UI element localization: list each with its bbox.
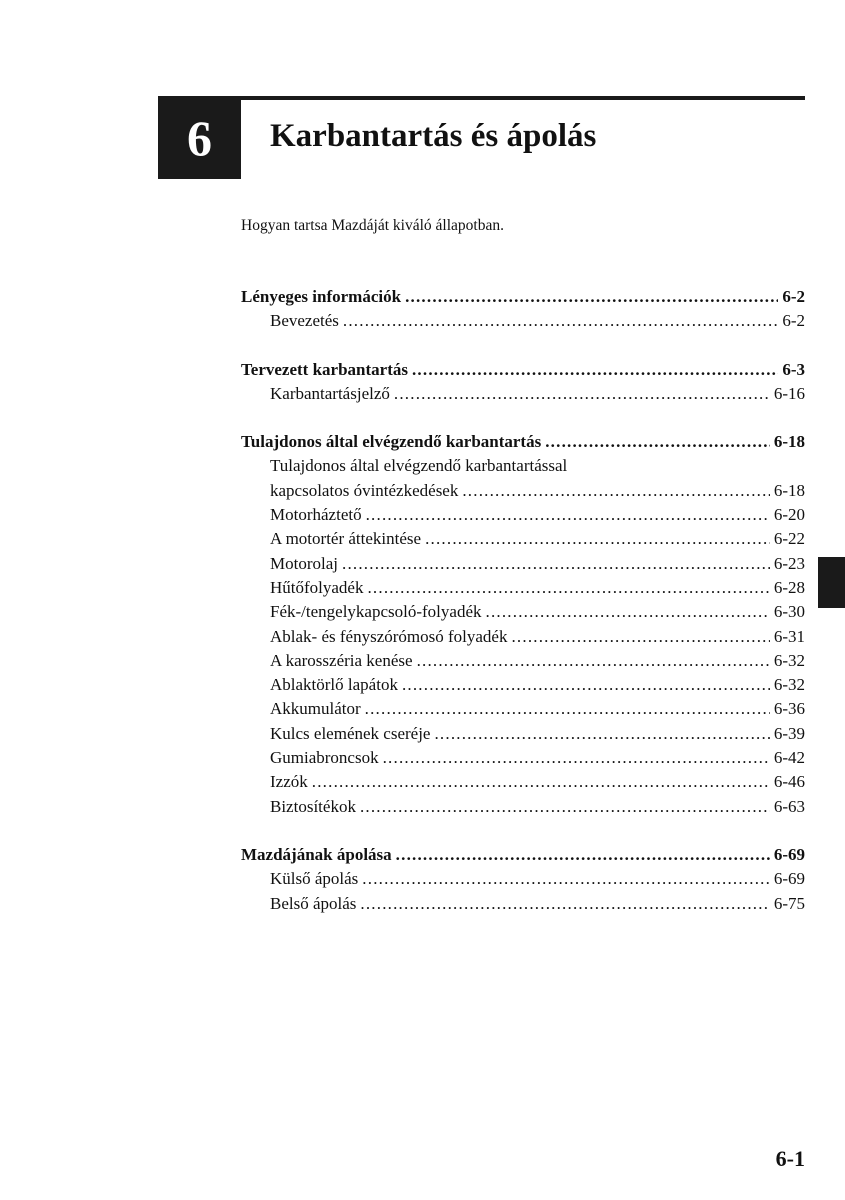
toc-section-heading[interactable] [241,358,805,382]
toc-entry[interactable] [241,867,805,891]
toc-entry[interactable] [241,527,805,551]
toc-entry[interactable] [241,722,805,746]
toc-entry-page: 6-22 [773,529,805,549]
toc-leader-dots [425,527,770,551]
toc-entry-label: Izzók [270,772,308,792]
toc-leader-dots [360,892,769,916]
toc-entry-page: 6-18 [773,480,805,500]
toc-entry-label: Motorháztető [270,505,362,525]
toc-entry-page: 6-2 [782,311,805,331]
toc-leader-dots [343,309,778,333]
toc-entry[interactable] [241,746,805,770]
toc-section-title: Lényeges információk [241,287,402,306]
toc-entry-label: Karbantartásjelző [270,383,390,403]
toc-entry-page: 6-31 [773,626,805,646]
toc-leader-dots [362,867,770,891]
toc-entry[interactable] [241,697,805,721]
toc-leader-dots [462,479,769,503]
toc-entry[interactable] [241,382,805,406]
toc-section-heading[interactable] [241,843,805,867]
toc-leader-dots [396,843,770,867]
table-of-contents [241,285,805,940]
toc-entry[interactable] [241,673,805,697]
toc-entry-page: 6-30 [773,602,805,622]
toc-section [241,358,805,407]
chapter-title: Karbantartás és ápolás [270,118,597,154]
toc-leader-dots [312,770,770,794]
toc-entry[interactable] [241,795,805,819]
toc-section [241,843,805,916]
chapter-number-box [158,96,241,179]
toc-entry[interactable] [241,576,805,600]
toc-entry-page: 6-46 [773,772,805,792]
chapter-number: 6 [187,109,212,166]
toc-entry[interactable] [241,625,805,649]
toc-leader-dots [360,795,770,819]
toc-entry-label: Motorolaj [270,553,338,573]
toc-entry-page: 6-20 [773,505,805,525]
toc-entry-label: Hűtőfolyadék [270,577,364,597]
toc-section-page: 6-18 [773,432,805,452]
toc-leader-dots [394,382,770,406]
toc-leader-dots [342,552,770,576]
toc-section-page: 6-2 [782,287,805,306]
toc-entry-page: 6-75 [773,893,805,913]
toc-leader-dots [412,358,778,382]
toc-entry-label: A karosszéria kenése [270,650,413,670]
toc-entry-page: 6-39 [773,723,805,743]
toc-entry-page: 6-16 [773,383,805,403]
toc-section [241,430,805,819]
toc-entry[interactable] [241,600,805,624]
toc-entry-label: Akkumulátor [270,699,361,719]
toc-entry[interactable] [241,552,805,576]
page-number: 6-1 [775,1146,805,1171]
toc-entry[interactable] [241,503,805,527]
toc-leader-dots [367,576,769,600]
toc-entry-page: 6-69 [773,869,805,889]
toc-entry-label: Külső ápolás [270,869,359,889]
toc-leader-dots [545,430,770,454]
toc-section-title: Tulajdonos által elvégzendő karbantartás [241,432,542,452]
toc-entry-page: 6-23 [773,553,805,573]
toc-leader-dots [511,625,769,649]
toc-entry-line[interactable] [241,454,805,478]
toc-entry[interactable] [241,892,805,916]
toc-section-title: Tervezett karbantartás [241,359,408,379]
toc-leader-dots [434,722,769,746]
toc-leader-dots [383,746,770,770]
toc-entry-page: 6-63 [773,796,805,816]
toc-entry-label: Ablak- és fényszórómosó folyadék [270,626,508,646]
toc-entry-label: Gumiabroncsok [270,748,379,768]
chapter-intro: Hogyan tartsa Mazdáját kiváló állapotban. [241,217,504,234]
toc-section-heading[interactable] [241,285,805,309]
chapter-side-tab [818,557,845,608]
toc-section-page: 6-3 [782,359,805,379]
toc-entry-label: Biztosítékok [270,796,356,816]
toc-entry-page: 6-28 [773,577,805,597]
toc-leader-dots [365,697,770,721]
toc-entry-label: Bevezetés [270,311,339,331]
toc-entry[interactable] [241,770,805,794]
toc-entry-label: Ablaktörlő lapátok [270,675,398,695]
toc-section-heading[interactable] [241,430,805,454]
toc-entry-label-continued: kapcsolatos óvintézkedések [270,480,459,500]
toc-entry-page: 6-36 [773,699,805,719]
toc-leader-dots [366,503,770,527]
header-rule [241,96,805,100]
toc-entry-label: Fék-/tengelykapcsoló-folyadék [270,602,482,622]
toc-leader-dots [402,673,770,697]
toc-leader-dots [405,285,778,309]
toc-entry[interactable] [241,309,805,333]
toc-entry-page: 6-42 [773,748,805,768]
toc-leader-dots [486,600,770,624]
toc-entry-label: A motortér áttekintése [270,529,422,549]
toc-entry-label: Kulcs elemének cseréje [270,723,431,743]
toc-entry-label: Belső ápolás [270,893,357,913]
toc-section-title: Mazdájának ápolása [241,844,392,864]
toc-section [241,285,805,334]
toc-entry-page: 6-32 [773,675,805,695]
toc-section-page: 6-69 [773,844,805,864]
toc-leader-dots [417,649,770,673]
toc-entry[interactable] [241,649,805,673]
toc-entry[interactable] [241,479,805,503]
toc-entry-page: 6-32 [773,650,805,670]
toc-entry-label: Tulajdonos által elvégzendő karbantartással [270,456,568,476]
